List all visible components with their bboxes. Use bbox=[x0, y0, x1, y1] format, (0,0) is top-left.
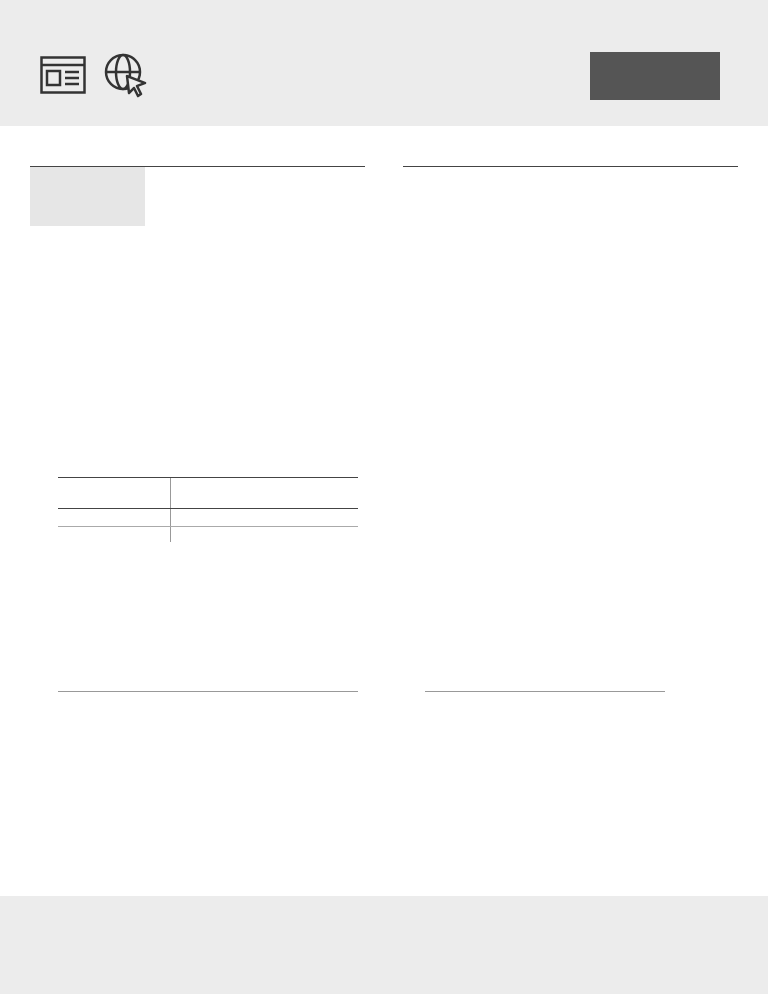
drobne-table bbox=[30, 167, 365, 393]
globe-cursor-icon bbox=[103, 52, 149, 98]
header-band bbox=[0, 0, 768, 126]
drobne-rodzaj-bg bbox=[30, 167, 145, 226]
footer-band bbox=[0, 896, 768, 994]
newspaper-icon bbox=[40, 56, 86, 94]
glos-logo bbox=[590, 52, 720, 100]
towarzyskie-table bbox=[403, 167, 738, 393]
